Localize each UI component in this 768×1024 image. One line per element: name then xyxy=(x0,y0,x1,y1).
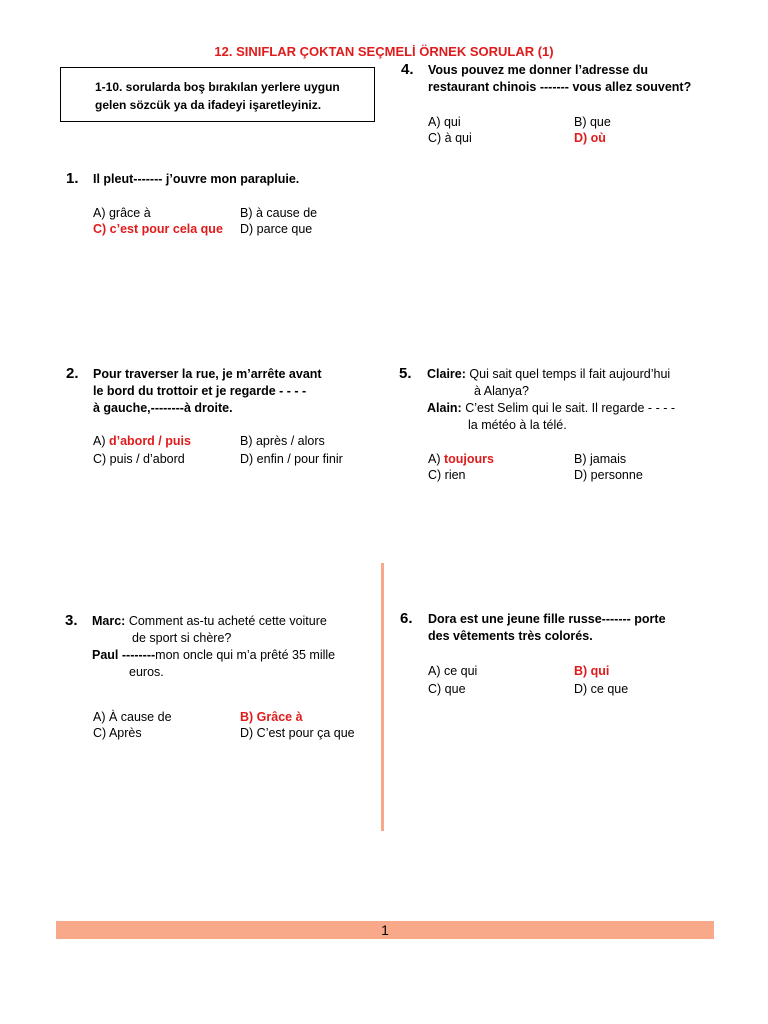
q1-option-c-correct[interactable]: C) c’est pour cela que xyxy=(93,222,223,236)
q6-line-2: des vêtements très colorés. xyxy=(428,629,593,643)
page-title: 12. SINIFLAR ÇOKTAN SEÇMELİ ÖRNEK SORULAR (1) xyxy=(214,44,554,59)
q5-speaker-1-line-2: à Alanya? xyxy=(474,384,529,398)
footer-bar xyxy=(56,921,714,939)
q6-option-b-correct[interactable]: B) qui xyxy=(574,664,610,678)
instructions-text xyxy=(95,78,380,114)
q3-speaker-2-line-1: mon oncle qui m’a prêté 35 mille xyxy=(155,648,336,662)
q5-option-a-correct: toujours xyxy=(443,452,494,466)
q5-option-b[interactable]: B) jamais xyxy=(574,452,627,466)
q4-option-d-correct[interactable]: D) où xyxy=(574,131,606,145)
q2-line-2: le bord du trottoir et je regarde - - - - xyxy=(93,384,307,398)
q5-option-a-prefix: A) xyxy=(428,452,444,466)
q5-speaker-2: Alain: xyxy=(427,401,462,415)
q2-text xyxy=(93,366,322,417)
instructions-line-2: gelen sözcük ya da ifadeyi işaretleyiniz. xyxy=(95,98,322,112)
q5-option-c[interactable]: C) rien xyxy=(428,468,466,482)
q4-option-a[interactable]: A) qui xyxy=(428,115,461,129)
q3-option-d[interactable]: D) C’est pour ça que xyxy=(240,726,355,740)
q5-option-a[interactable] xyxy=(428,451,494,467)
q5-speaker-1: Claire: xyxy=(427,367,466,381)
q3-speaker-1-line-2: de sport si chère? xyxy=(132,631,232,645)
q5-number: 5. xyxy=(399,365,412,382)
q2-option-c[interactable]: C) puis / d’abord xyxy=(93,452,185,466)
q2-line-3: à gauche,--------à droite. xyxy=(93,401,233,415)
q3-option-b-correct[interactable]: B) Grâce à xyxy=(240,710,303,724)
q3-option-c[interactable]: C) Après xyxy=(93,726,142,740)
q1-text: Il pleut------- j’ouvre mon parapluie. xyxy=(93,172,300,186)
q4-line-2: restaurant chinois ------- vous allez souvent? xyxy=(428,80,692,94)
q6-option-a[interactable]: A) ce qui xyxy=(428,664,478,678)
q4-option-b[interactable]: B) que xyxy=(574,115,611,129)
q5-speaker-1-line-1: Qui sait quel temps il fait aujourd’hui xyxy=(469,367,671,381)
q4-line-1: Vous pouvez me donner l’adresse du xyxy=(428,63,648,77)
q3-speaker-2-line-2: euros. xyxy=(129,665,164,679)
q3-number: 3. xyxy=(65,612,78,629)
q4-number: 4. xyxy=(401,61,414,78)
q6-number: 6. xyxy=(400,610,413,627)
page-number: 1 xyxy=(381,922,389,938)
q2-option-a[interactable] xyxy=(93,433,191,449)
instructions-line-1: 1-10. sorularda boş bırakılan yerlere uygun xyxy=(95,80,340,94)
q3-dialog xyxy=(92,613,335,681)
q3-speaker-1-line-1: Comment as-tu acheté cette voiture xyxy=(128,614,327,628)
column-divider xyxy=(381,563,384,831)
q2-option-b[interactable]: B) après / alors xyxy=(240,434,325,448)
q6-option-c[interactable]: C) que xyxy=(428,682,466,696)
q1-number: 1. xyxy=(66,170,79,187)
q4-option-c[interactable]: C) à qui xyxy=(428,131,472,145)
q6-text xyxy=(428,611,666,645)
q1-option-d[interactable]: D) parce que xyxy=(240,222,313,236)
q5-speaker-2-line-1: C’est Selim qui le sait. Il regarde - - - - xyxy=(465,401,676,415)
q2-option-a-correct: d’abord / puis xyxy=(108,434,191,448)
q6-option-d[interactable]: D) ce que xyxy=(574,682,629,696)
q5-dialog xyxy=(427,366,675,434)
q3-speaker-1: Marc: xyxy=(92,614,126,628)
q2-option-d[interactable]: D) enfin / pour finir xyxy=(240,452,343,466)
q5-speaker-2-line-2: la météo à la télé. xyxy=(468,418,567,432)
q2-number: 2. xyxy=(66,365,79,382)
q1-option-b[interactable]: B) à cause de xyxy=(240,206,318,220)
q5-option-d[interactable]: D) personne xyxy=(574,468,643,482)
q1-option-a[interactable]: A) grâce à xyxy=(93,206,151,220)
q3-option-a[interactable]: A) À cause de xyxy=(93,710,172,724)
q3-speaker-2: Paul -------- xyxy=(92,648,156,662)
q4-text xyxy=(428,62,691,96)
q6-line-1: Dora est une jeune fille russe------- porte xyxy=(428,612,666,626)
q2-option-a-prefix: A) xyxy=(93,434,109,448)
q2-line-1: Pour traverser la rue, je m’arrête avant xyxy=(93,367,322,381)
